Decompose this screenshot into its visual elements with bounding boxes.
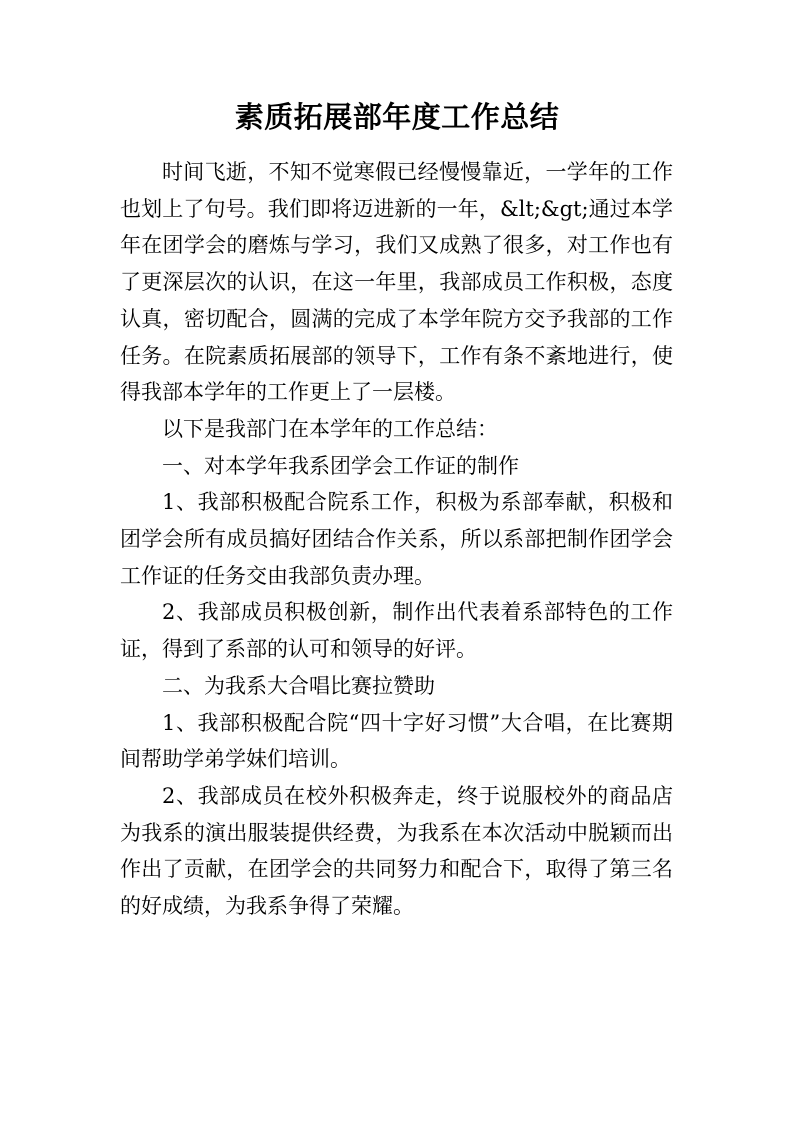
- document-title: 素质拓展部年度工作总结: [234, 100, 560, 134]
- document-body: [120, 154, 673, 925]
- section-heading-sponsorship: 二、为我系大合唱比赛拉赞助: [162, 673, 435, 698]
- paragraph-summary-lead: 以下是我部门在本学年的工作总结：: [162, 416, 498, 441]
- paragraph-intro: 时间飞逝，不知不觉寒假已经慢慢靠近，一学年的工作也划上了句号。我们即将迈进新的一年，&lt;&gt;通过本学年在团学会的磨炼与学习，我们又成熟了很多，对工作也有了更深层次的认识，在这一年里，我部成员工作积极，态度认真，密切配合，圆满的完成了本学年院方交予我部的工作任务。在院素质拓展部的领导下，工作有条不紊地进行，使得我部本学年的工作更上了一层楼。: [120, 160, 673, 405]
- paragraph-sponsorship-1: 1、我部积极配合院“四十字好习惯”大合唱，在比赛期间帮助学弟学妹们培训。: [120, 710, 673, 772]
- section-heading-work-permit: 一、对本学年我系团学会工作证的制作: [162, 453, 519, 478]
- paragraph-sponsorship-2: 2、我部成员在校外积极奔走，终于说服校外的商品店为我系的演出服装提供经费，为我系在本次活动中脱颖而出作出了贡献，在团学会的共同努力和配合下，取得了第三名的好成绩，为我系争得了荣耀。: [120, 783, 673, 919]
- paragraph-work-permit-2: 2、我部成员积极创新，制作出代表着系部特色的工作证，得到了系部的认可和领导的好评。: [120, 600, 673, 662]
- paragraph-work-permit-1: 1、我部积极配合院系工作，积极为系部奉献，积极和团学会所有成员搞好团结合作关系，所以系部把制作团学会工作证的任务交由我部负责办理。: [120, 490, 673, 588]
